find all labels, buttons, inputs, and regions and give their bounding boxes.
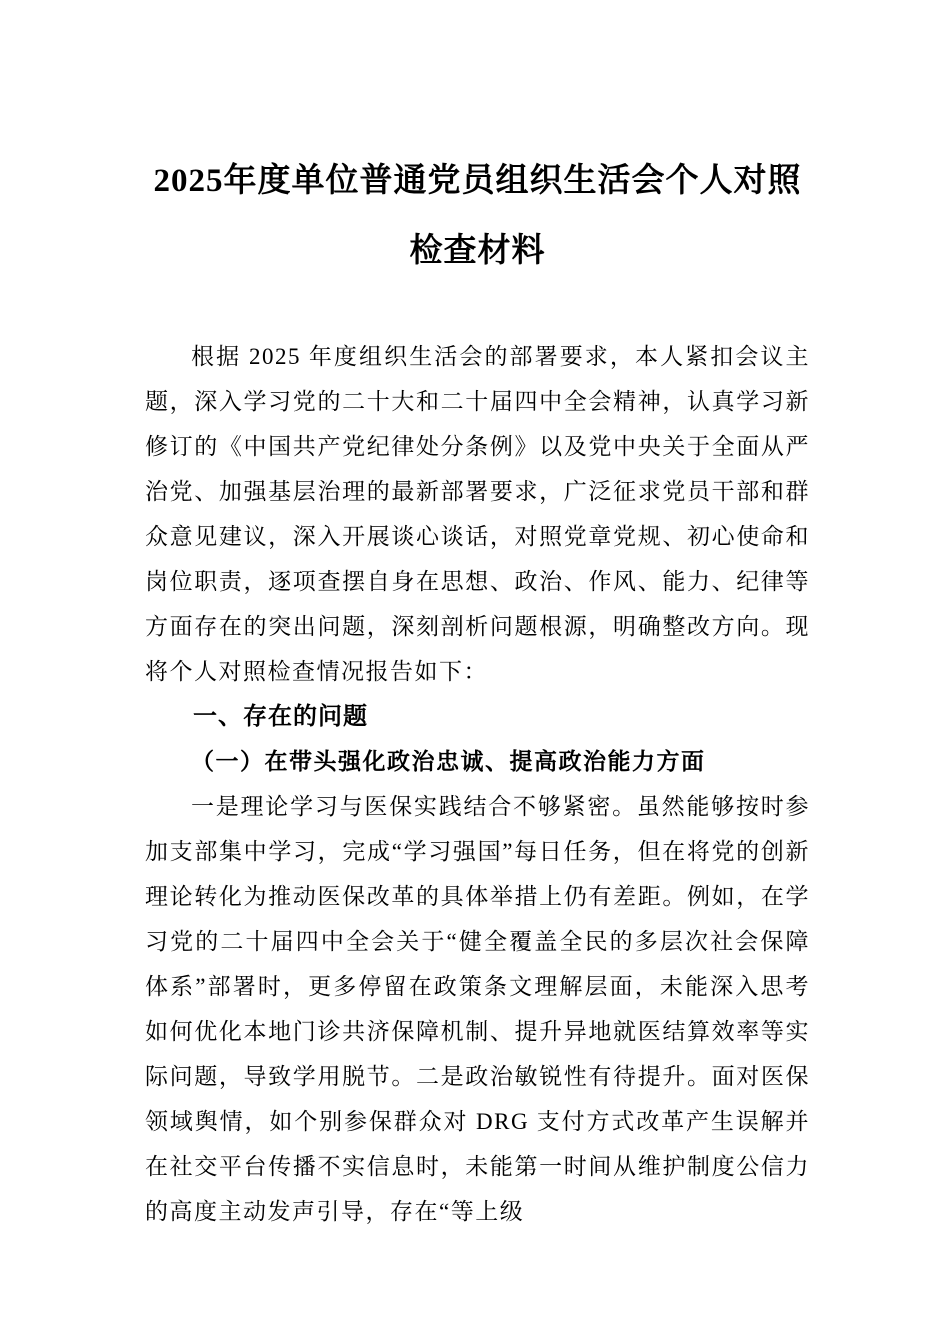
intro-paragraph: 根据 2025 年度组织生活会的部署要求，本人紧扣会议主题，深入学习党的二十大和二十届四中全会精神，认真学习新修订的《中国共产党纪律处分条例》以及党中央关于全面从严治党、加强基层治理的最新部署要求，广泛征求党员干部和群众意见建议，深入开展谈心谈话，对照党章党规、初心使命和岗位职责，逐项查摆自身在思想、政治、作风、能力、纪律等方面存在的突出问题，深刻剖析问题根源，明确整改方向。现将个人对照检查情况报告如下： — [145, 344, 810, 684]
section-heading-existing-problems: 一、存在的问题 — [193, 703, 368, 730]
body-paragraph-problems-detail: 一是理论学习与医保实践结合不够紧密。虽然能够按时参加支部集中学习，完成“学习强国”每日任务，但在将党的创新理论转化为推动医保改革的具体举措上仍有差距。例如，在学习党的二十届四中全会关于“健全覆盖全民的多层次社会保障体系”部署时，更多停留在政策条文理解层面，未能深入思考如何优化本地门诊共济保障机制、提升异地就医结算效率等实际问题，导致学用脱节。二是政治敏锐性有待提升。面对医保领域舆情，如个别参保群众对 DRG 支付方式改革产生误解并在社交平台传播不实信息时，未能第一时间从维护制度公信力的高度主动发声引导，存在“等上级 — [145, 794, 810, 1224]
subsection-heading-political-loyalty: （一）在带头强化政治忠诚、提高政治能力方面 — [191, 749, 706, 774]
document-title: 2025年度单位普通党员组织生活会个人对照检查材料 — [153, 163, 802, 269]
